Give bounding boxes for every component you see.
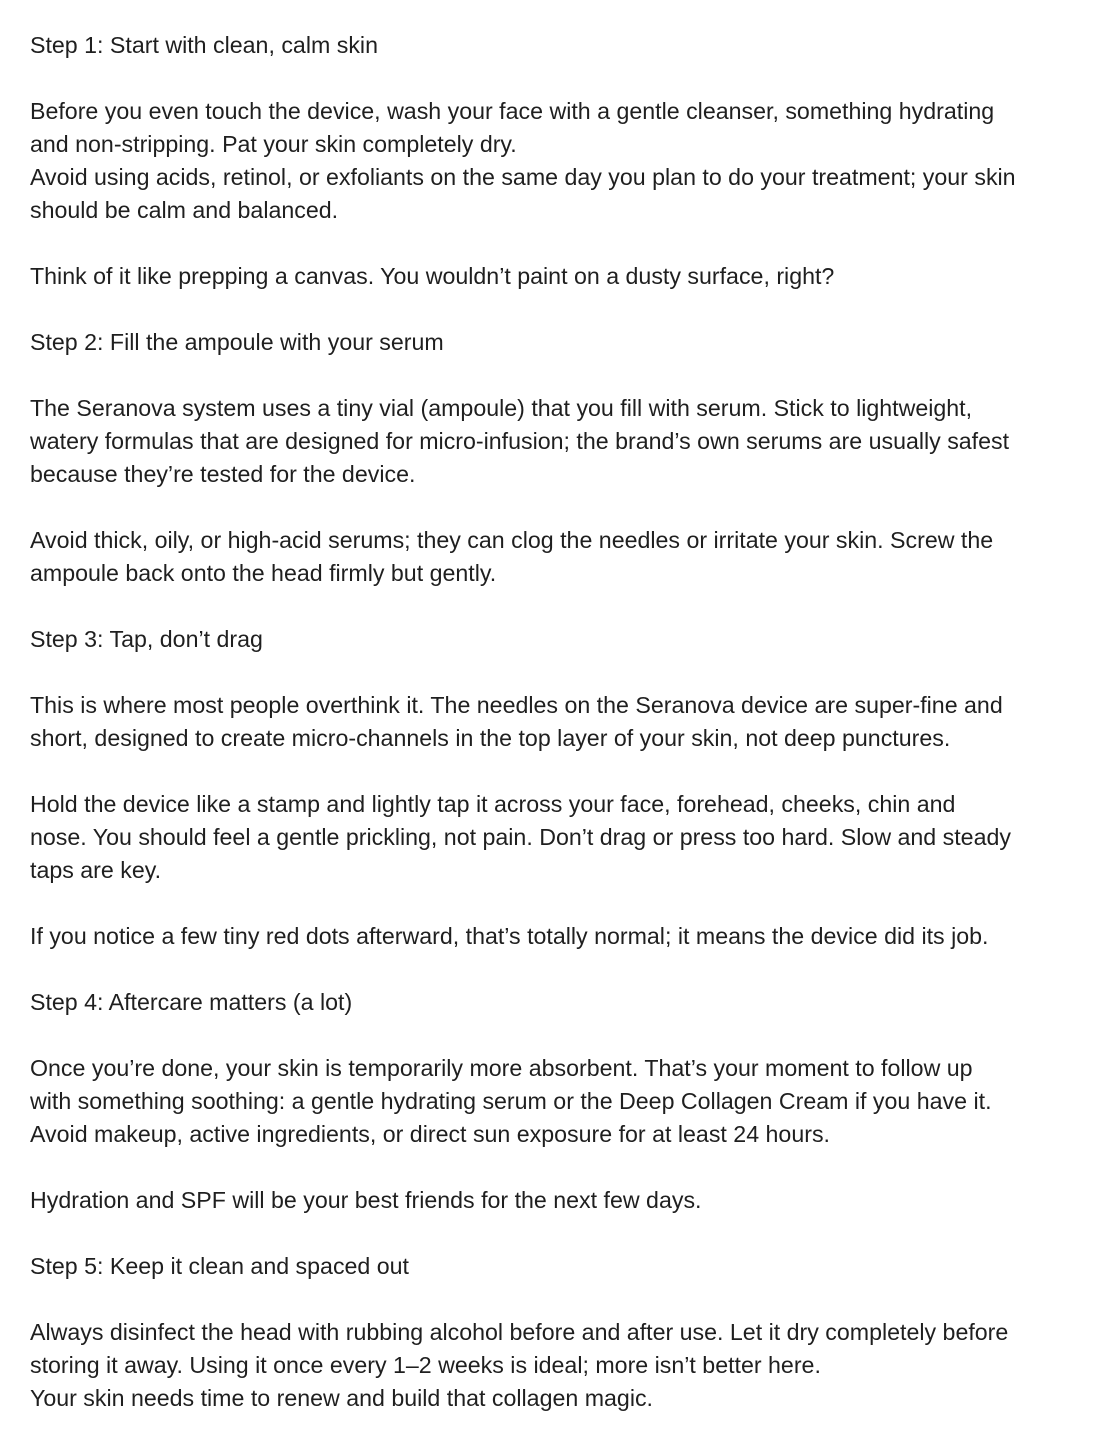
paragraph-line: Hold the device like a stamp and lightly tap it across your face, forehead, cheeks, chin and <box>30 791 956 817</box>
step-3-heading: Step 3: Tap, don’t drag <box>30 626 263 652</box>
paragraph-line: The Seranova system uses a tiny vial (ampoule) that you fill with serum. Stick to lightweight, <box>30 395 973 421</box>
step-2-heading: Step 2: Fill the ampoule with your serum <box>30 329 444 355</box>
step-1-heading: Step 1: Start with clean, calm skin <box>30 32 378 58</box>
paragraph-line: This is where most people overthink it. The needles on the Seranova device are super-fine and <box>30 692 1003 718</box>
paragraph-line: should be calm and balanced. <box>30 197 339 223</box>
paragraph-line: Before you even touch the device, wash your face with a gentle cleanser, something hydrating <box>30 98 995 124</box>
paragraph-line: because they’re tested for the device. <box>30 461 416 487</box>
paragraph-line: Avoid thick, oily, or high-acid serums; they can clog the needles or irritate your skin. Screw the <box>30 527 994 553</box>
step-5-heading: Step 5: Keep it clean and spaced out <box>30 1253 410 1279</box>
paragraph-line: Think of it like prepping a canvas. You wouldn’t paint on a dusty surface, right? <box>30 263 835 289</box>
paragraph-line: with something soothing: a gentle hydrating serum or the Deep Collagen Cream if you have it. <box>30 1088 992 1114</box>
paragraph-line: watery formulas that are designed for micro-infusion; the brand’s own serums are usually safest <box>30 428 1010 454</box>
paragraph-line: Avoid using acids, retinol, or exfoliants on the same day you plan to do your treatment; your skin <box>30 164 1016 190</box>
paragraph-line: taps are key. <box>30 857 162 883</box>
paragraph-line: If you notice a few tiny red dots afterward, that’s totally normal; it means the device did its job. <box>30 923 989 949</box>
paragraph-line: and non-stripping. Pat your skin completely dry. <box>30 131 517 157</box>
paragraph-line: Hydration and SPF will be your best friends for the next few days. <box>30 1187 702 1213</box>
paragraph-line: short, designed to create micro-channels in the top layer of your skin, not deep punctures. <box>30 725 951 751</box>
paragraph-line: Avoid makeup, active ingredients, or direct sun exposure for at least 24 hours. <box>30 1121 830 1147</box>
paragraph-line: ampoule back onto the head firmly but gently. <box>30 560 497 586</box>
paragraph-line: nose. You should feel a gentle prickling, not pain. Don’t drag or press too hard. Slow and steady <box>30 824 1011 850</box>
paragraph-line: Always disinfect the head with rubbing alcohol before and after use. Let it dry completely before <box>30 1319 1009 1345</box>
paragraph-line: Once you’re done, your skin is temporarily more absorbent. That’s your moment to follow up <box>30 1055 973 1081</box>
paragraph-line: Your skin needs time to renew and build that collagen magic. <box>30 1385 654 1411</box>
step-4-heading: Step 4: Aftercare matters (a lot) <box>30 989 353 1015</box>
paragraph-line: storing it away. Using it once every 1–2 weeks is ideal; more isn’t better here. <box>30 1352 821 1378</box>
